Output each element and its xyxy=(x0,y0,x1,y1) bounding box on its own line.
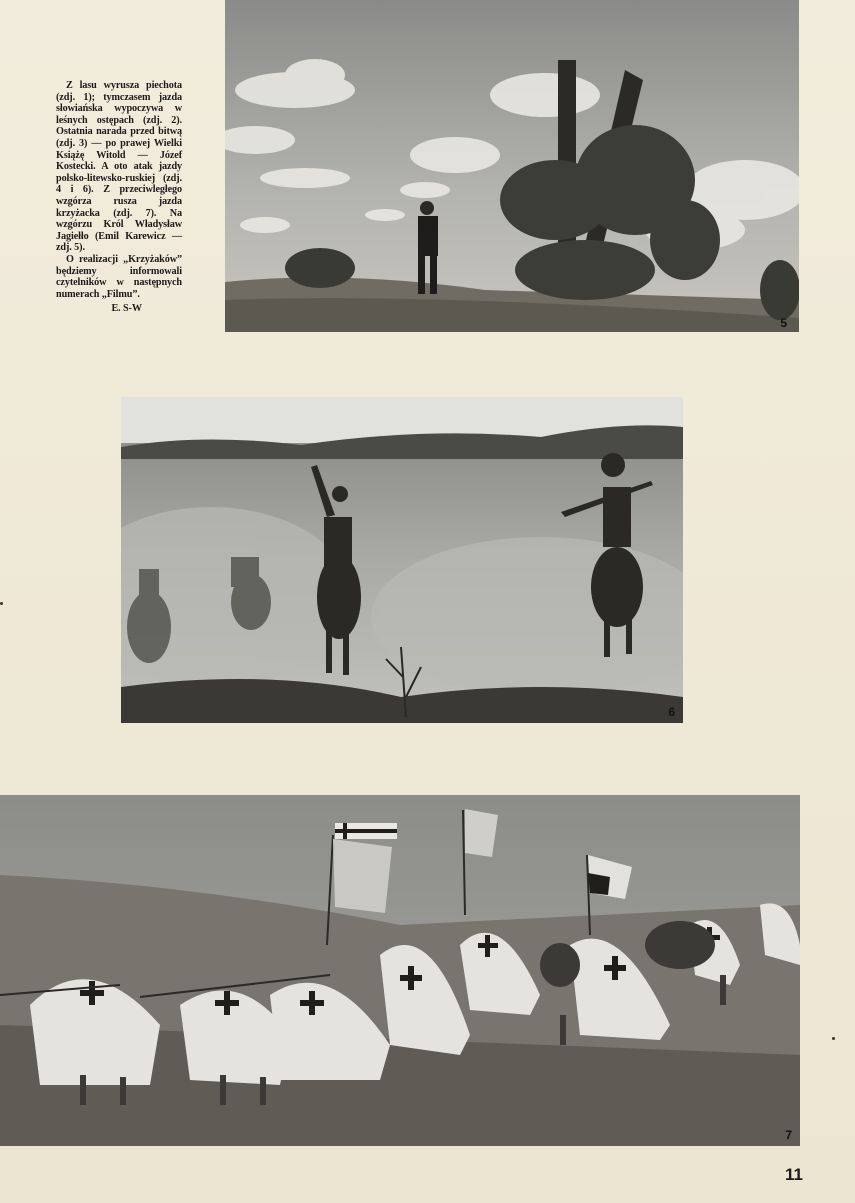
photo-6-number: 6 xyxy=(668,705,675,719)
photo-6-cavalry-charge xyxy=(121,397,683,723)
print-mark xyxy=(0,602,3,605)
photo-5-number: 5 xyxy=(780,316,787,330)
caption-signature: E. S-W xyxy=(111,303,142,315)
page-number: 11 xyxy=(785,1165,803,1184)
print-mark xyxy=(832,1037,835,1040)
photo-5-king-on-hill xyxy=(225,0,799,332)
photo-7-number: 7 xyxy=(785,1128,792,1142)
caption-paragraph-1: Z lasu wyrusza piechota (zdj. 1); tymczasem jazda słowiańska wypoczywa w leśnych ostępach (zdj. 2). Ostatnia narada przed bitwą (zdj. 3) — po prawej Wielki Książę Witold — Józef Kostecki. A oto atak jazdy polsko-litewsko-ruskiej (zdj. 4 i 6). Z przeciwległego wzgórza rusza jazda krzyżacka (zdj. 7). Na wzgórzu Król Władysław Jagiełło (Emil Karewicz — zdj. 5). xyxy=(56,80,182,254)
photo-caption xyxy=(56,80,182,315)
photo-7-teutonic-cavalry xyxy=(0,795,800,1146)
caption-paragraph-2: O realizacji „Krzyżaków” będziemy informowali czytelników w następnych numerach „Filmu”. xyxy=(56,253,182,300)
